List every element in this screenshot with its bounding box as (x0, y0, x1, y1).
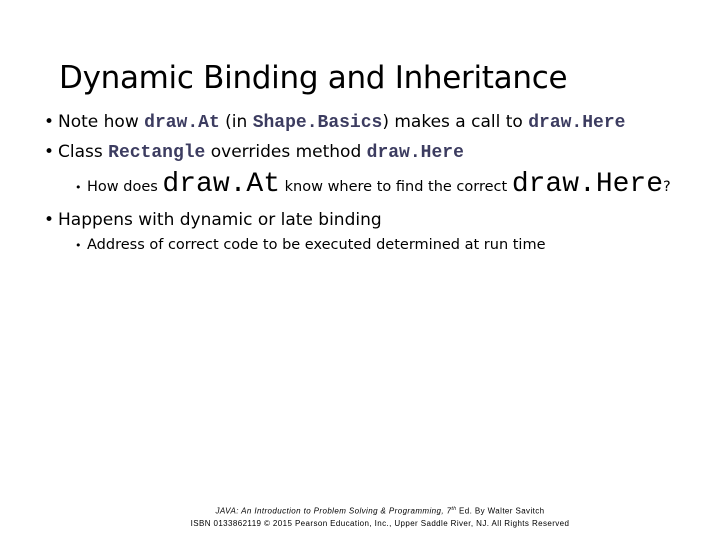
code-draw-here: draw.Here (366, 143, 464, 163)
bullet-dot-icon: • (44, 112, 55, 132)
bullet-text: Class (58, 142, 109, 162)
code-draw-here-large: draw.Here (511, 169, 664, 200)
subbullet-how-does (75, 169, 671, 200)
subbullet-address (75, 237, 546, 253)
bullet-dot-icon: • (75, 181, 82, 194)
bullet-text: ) makes a call to (382, 112, 529, 132)
bullet-note-drawat (44, 112, 625, 133)
code-rectangle: Rectangle (108, 143, 206, 163)
code-draw-here: draw.Here (528, 113, 626, 133)
code-draw-at-large: draw.At (162, 169, 281, 200)
bullet-text: ? (663, 179, 671, 195)
code-draw-at: draw.At (144, 113, 220, 133)
bullet-dot-icon: • (44, 210, 55, 230)
footer-author: Ed. By Walter Savitch (456, 506, 545, 516)
code-shape-basics: Shape.Basics (252, 113, 383, 133)
bullet-text: know where to find the correct (280, 179, 512, 195)
bullet-class-rectangle (44, 142, 464, 163)
bullet-text: Note how (58, 112, 145, 132)
bullet-text: Address of correct code to be executed determined at run time (87, 237, 546, 253)
slide-title: Dynamic Binding and Inheritance (59, 60, 568, 96)
footer-citation (0, 506, 720, 516)
bullet-text: overrides method (205, 142, 367, 162)
bullet-text: Happens with dynamic or late binding (58, 210, 382, 230)
bullet-dynamic-binding (44, 210, 382, 230)
footer-book-title: JAVA: An Introduction to Problem Solving & Programming, 7 (215, 506, 452, 516)
footer-copyright: ISBN 0133862119 © 2015 Pearson Education, Inc., Upper Saddle River, NJ. All Rights Reserved (190, 519, 570, 528)
bullet-dot-icon: • (75, 239, 82, 252)
bullet-text: (in (219, 112, 253, 132)
bullet-dot-icon: • (44, 142, 55, 162)
bullet-text: How does (87, 179, 163, 195)
footer-superscript: th (451, 506, 457, 512)
